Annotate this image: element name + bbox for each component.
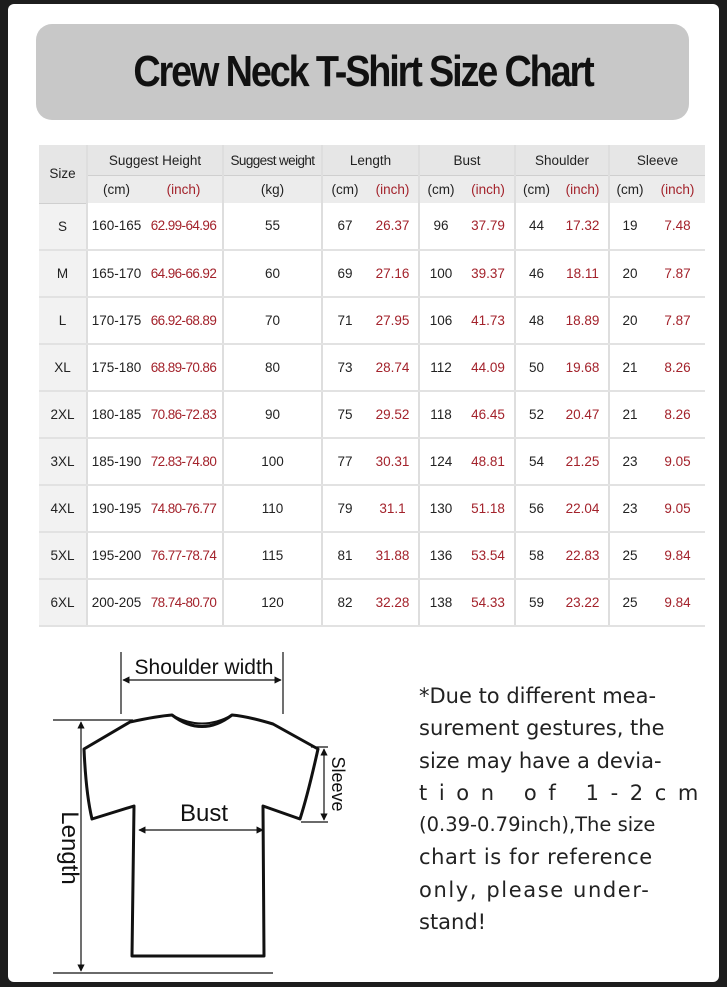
unit-inch: (inch) bbox=[462, 176, 515, 204]
bust-cm-cell: 136 bbox=[419, 532, 462, 579]
sleeve-cm-cell: 21 bbox=[609, 344, 650, 391]
weight-cell: 120 bbox=[223, 579, 322, 626]
title-bar bbox=[36, 24, 689, 120]
length-inch-cell: 30.31 bbox=[367, 438, 419, 485]
sleeve-cm-cell: 23 bbox=[609, 485, 650, 532]
tshirt-outline bbox=[84, 715, 318, 956]
shoulder-cm-cell: 50 bbox=[515, 344, 557, 391]
bust-cm-cell: 106 bbox=[419, 297, 462, 344]
table-row bbox=[39, 438, 705, 485]
header-weight: Suggest weight bbox=[223, 145, 322, 176]
shoulder-inch-cell: 19.68 bbox=[557, 344, 609, 391]
bust-cm-cell: 112 bbox=[419, 344, 462, 391]
header-bust: Bust bbox=[419, 145, 515, 176]
shoulder-inch-cell: 20.47 bbox=[557, 391, 609, 438]
bust-inch-cell: 37.79 bbox=[462, 203, 515, 250]
height-inch-cell: 66.92-68.89 bbox=[145, 297, 223, 344]
length-cm-cell: 82 bbox=[322, 579, 367, 626]
height-cm-cell: 185-190 bbox=[87, 438, 145, 485]
length-label: Length bbox=[56, 811, 83, 885]
header-sleeve: Sleeve bbox=[609, 145, 705, 176]
weight-cell: 70 bbox=[223, 297, 322, 344]
sleeve-inch-cell: 8.26 bbox=[650, 344, 705, 391]
shoulder-cm-cell: 52 bbox=[515, 391, 557, 438]
sleeve-inch-cell: 8.26 bbox=[650, 391, 705, 438]
note-line: only, please under- bbox=[419, 877, 651, 902]
height-inch-cell: 78.74-80.70 bbox=[145, 579, 223, 626]
length-cm-cell: 69 bbox=[322, 250, 367, 297]
shoulder-inch-cell: 21.25 bbox=[557, 438, 609, 485]
length-cm-cell: 73 bbox=[322, 344, 367, 391]
length-inch-cell: 31.88 bbox=[367, 532, 419, 579]
size-cell: 6XL bbox=[39, 579, 87, 626]
shoulder-width-label: Shoulder width bbox=[134, 656, 274, 679]
unit-cm: (cm) bbox=[609, 176, 650, 204]
size-note bbox=[419, 680, 719, 938]
shoulder-cm-cell: 48 bbox=[515, 297, 557, 344]
length-inch-cell: 32.28 bbox=[367, 579, 419, 626]
bust-cm-cell: 124 bbox=[419, 438, 462, 485]
bust-cm-cell: 130 bbox=[419, 485, 462, 532]
header-length: Length bbox=[322, 145, 419, 176]
size-cell: 2XL bbox=[39, 391, 87, 438]
shoulder-inch-cell: 22.04 bbox=[557, 485, 609, 532]
shoulder-cm-cell: 44 bbox=[515, 203, 557, 250]
height-inch-cell: 64.96-66.92 bbox=[145, 250, 223, 297]
height-cm-cell: 170-175 bbox=[87, 297, 145, 344]
table-row bbox=[39, 391, 705, 438]
header-shoulder: Shoulder bbox=[515, 145, 609, 176]
bust-cm-cell: 100 bbox=[419, 250, 462, 297]
note-line: surement gestures, the bbox=[419, 716, 665, 741]
size-cell: S bbox=[39, 203, 87, 250]
shoulder-cm-cell: 46 bbox=[515, 250, 557, 297]
unit-cm: (cm) bbox=[515, 176, 557, 204]
height-cm-cell: 195-200 bbox=[87, 532, 145, 579]
length-cm-cell: 79 bbox=[322, 485, 367, 532]
bust-label: Bust bbox=[179, 800, 229, 827]
table-row bbox=[39, 344, 705, 391]
note-line: size may have a devia- bbox=[419, 748, 662, 773]
unit-cm: (cm) bbox=[322, 176, 367, 204]
shoulder-cm-cell: 58 bbox=[515, 532, 557, 579]
height-inch-cell: 74.80-76.77 bbox=[145, 485, 223, 532]
unit-cm: (cm) bbox=[419, 176, 462, 204]
sleeve-cm-cell: 20 bbox=[609, 297, 650, 344]
weight-cell: 60 bbox=[223, 250, 322, 297]
length-inch-cell: 28.74 bbox=[367, 344, 419, 391]
length-cm-cell: 81 bbox=[322, 532, 367, 579]
height-inch-cell: 72.83-74.80 bbox=[145, 438, 223, 485]
sleeve-inch-cell: 7.87 bbox=[650, 250, 705, 297]
weight-cell: 100 bbox=[223, 438, 322, 485]
header-height: Suggest Height bbox=[87, 145, 223, 176]
length-inch-cell: 31.1 bbox=[367, 485, 419, 532]
unit-cm: (cm) bbox=[87, 176, 145, 204]
height-cm-cell: 165-170 bbox=[87, 250, 145, 297]
bust-cm-cell: 96 bbox=[419, 203, 462, 250]
bust-inch-cell: 41.73 bbox=[462, 297, 515, 344]
bust-cm-cell: 138 bbox=[419, 579, 462, 626]
size-cell: L bbox=[39, 297, 87, 344]
tshirt-diagram bbox=[8, 634, 408, 982]
sleeve-inch-cell: 9.05 bbox=[650, 485, 705, 532]
height-inch-cell: 70.86-72.83 bbox=[145, 391, 223, 438]
length-cm-cell: 75 bbox=[322, 391, 367, 438]
length-inch-cell: 29.52 bbox=[367, 391, 419, 438]
sleeve-cm-cell: 19 bbox=[609, 203, 650, 250]
unit-inch: (inch) bbox=[650, 176, 705, 204]
height-cm-cell: 175-180 bbox=[87, 344, 145, 391]
header-size: Size bbox=[39, 145, 87, 203]
weight-cell: 115 bbox=[223, 532, 322, 579]
bust-inch-cell: 53.54 bbox=[462, 532, 515, 579]
sleeve-inch-cell: 9.05 bbox=[650, 438, 705, 485]
length-inch-cell: 27.95 bbox=[367, 297, 419, 344]
shoulder-cm-cell: 59 bbox=[515, 579, 557, 626]
shoulder-inch-cell: 18.11 bbox=[557, 250, 609, 297]
size-cell: M bbox=[39, 250, 87, 297]
bust-inch-cell: 46.45 bbox=[462, 391, 515, 438]
table-header-row-units bbox=[39, 176, 705, 204]
sleeve-inch-cell: 9.84 bbox=[650, 532, 705, 579]
weight-cell: 55 bbox=[223, 203, 322, 250]
size-table bbox=[39, 145, 705, 627]
unit-kg: (kg) bbox=[223, 176, 322, 204]
note-line: tion of 1-2cm bbox=[419, 780, 710, 805]
sleeve-inch-cell: 7.87 bbox=[650, 297, 705, 344]
page-title: Crew Neck T-Shirt Size Chart bbox=[132, 47, 593, 96]
length-inch-cell: 26.37 bbox=[367, 203, 419, 250]
size-cell: 5XL bbox=[39, 532, 87, 579]
table-row bbox=[39, 297, 705, 344]
shoulder-inch-cell: 22.83 bbox=[557, 532, 609, 579]
table-row bbox=[39, 485, 705, 532]
height-cm-cell: 160-165 bbox=[87, 203, 145, 250]
bust-inch-cell: 39.37 bbox=[462, 250, 515, 297]
size-table-body bbox=[39, 203, 705, 626]
height-cm-cell: 190-195 bbox=[87, 485, 145, 532]
height-inch-cell: 68.89-70.86 bbox=[145, 344, 223, 391]
bust-cm-cell: 118 bbox=[419, 391, 462, 438]
unit-inch: (inch) bbox=[557, 176, 609, 204]
sleeve-cm-cell: 25 bbox=[609, 579, 650, 626]
shoulder-inch-cell: 23.22 bbox=[557, 579, 609, 626]
table-row bbox=[39, 250, 705, 297]
size-cell: XL bbox=[39, 344, 87, 391]
weight-cell: 80 bbox=[223, 344, 322, 391]
note-line: stand! bbox=[419, 910, 487, 935]
shoulder-inch-cell: 18.89 bbox=[557, 297, 609, 344]
height-cm-cell: 180-185 bbox=[87, 391, 145, 438]
sleeve-label: Sleeve bbox=[328, 756, 348, 812]
length-cm-cell: 71 bbox=[322, 297, 367, 344]
length-cm-cell: 67 bbox=[322, 203, 367, 250]
bust-inch-cell: 51.18 bbox=[462, 485, 515, 532]
table-header-row-groups bbox=[39, 145, 705, 176]
note-line: *Due to different mea- bbox=[419, 684, 657, 708]
table-row bbox=[39, 532, 705, 579]
height-cm-cell: 200-205 bbox=[87, 579, 145, 626]
bust-inch-cell: 44.09 bbox=[462, 344, 515, 391]
sleeve-inch-cell: 9.84 bbox=[650, 579, 705, 626]
table-row bbox=[39, 203, 705, 250]
size-cell: 4XL bbox=[39, 485, 87, 532]
length-inch-cell: 27.16 bbox=[367, 250, 419, 297]
weight-cell: 90 bbox=[223, 391, 322, 438]
sleeve-inch-cell: 7.48 bbox=[650, 203, 705, 250]
weight-cell: 110 bbox=[223, 485, 322, 532]
bust-inch-cell: 48.81 bbox=[462, 438, 515, 485]
unit-inch: (inch) bbox=[367, 176, 419, 204]
shoulder-cm-cell: 56 bbox=[515, 485, 557, 532]
size-chart-card bbox=[8, 4, 719, 982]
shoulder-inch-cell: 17.32 bbox=[557, 203, 609, 250]
height-inch-cell: 76.77-78.74 bbox=[145, 532, 223, 579]
height-inch-cell: 62.99-64.96 bbox=[145, 203, 223, 250]
sleeve-cm-cell: 21 bbox=[609, 391, 650, 438]
sleeve-cm-cell: 20 bbox=[609, 250, 650, 297]
sleeve-cm-cell: 25 bbox=[609, 532, 650, 579]
length-cm-cell: 77 bbox=[322, 438, 367, 485]
sleeve-cm-cell: 23 bbox=[609, 438, 650, 485]
note-line: (0.39-0.79inch),The size bbox=[419, 813, 656, 837]
table-row bbox=[39, 579, 705, 626]
note-line: chart is for reference bbox=[419, 845, 653, 870]
size-cell: 3XL bbox=[39, 438, 87, 485]
bust-inch-cell: 54.33 bbox=[462, 579, 515, 626]
shoulder-cm-cell: 54 bbox=[515, 438, 557, 485]
unit-inch: (inch) bbox=[145, 176, 223, 204]
